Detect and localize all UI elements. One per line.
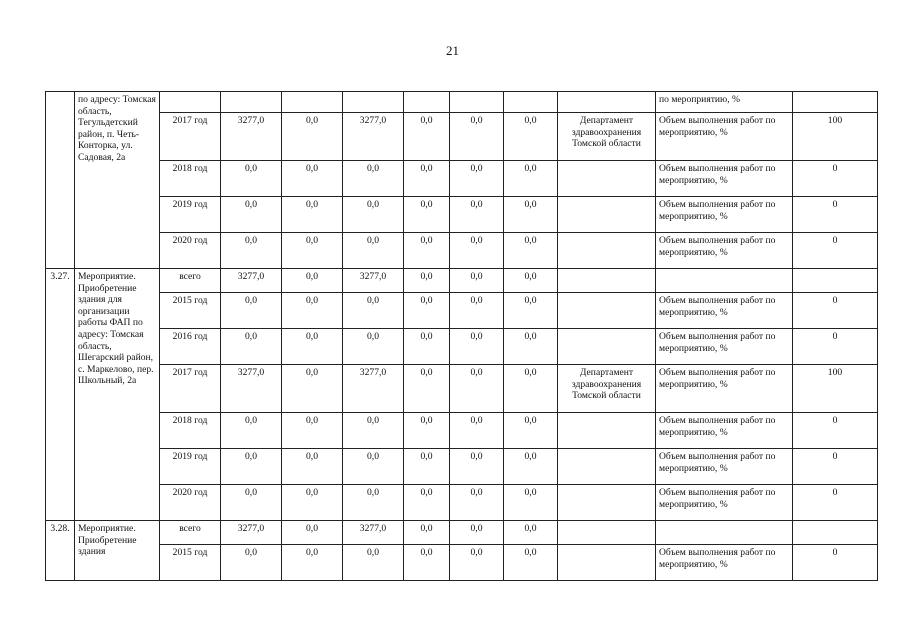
target-value-cell: 0	[793, 161, 878, 197]
amount-cell: 0,0	[221, 161, 282, 197]
amount-cell	[221, 92, 282, 113]
table-row	[46, 329, 878, 365]
amount-cell: 0,0	[450, 269, 504, 293]
amount-cell: 0,0	[504, 365, 558, 413]
amount-cell: 0,0	[404, 113, 450, 161]
amount-cell: 0,0	[504, 113, 558, 161]
target-value-cell: 100	[793, 113, 878, 161]
amount-cell: 0,0	[404, 293, 450, 329]
period-cell: 2019 год	[160, 449, 221, 485]
amount-cell: 0,0	[221, 413, 282, 449]
budget-table	[45, 91, 878, 581]
table-row	[46, 92, 878, 113]
item-number	[46, 92, 75, 269]
period-cell: 2019 год	[160, 197, 221, 233]
amount-cell: 0,0	[450, 197, 504, 233]
amount-cell: 0,0	[343, 449, 404, 485]
amount-cell: 0,0	[343, 197, 404, 233]
amount-cell: 0,0	[221, 233, 282, 269]
amount-cell: 3277,0	[221, 113, 282, 161]
period-cell	[160, 92, 221, 113]
amount-cell: 0,0	[504, 545, 558, 581]
amount-cell: 0,0	[221, 485, 282, 521]
target-value-cell: 0	[793, 233, 878, 269]
table-row	[46, 269, 878, 293]
amount-cell: 3277,0	[343, 269, 404, 293]
amount-cell	[504, 92, 558, 113]
amount-cell: 0,0	[404, 413, 450, 449]
target-value-cell: 100	[793, 365, 878, 413]
amount-cell	[282, 92, 343, 113]
period-cell: 2015 год	[160, 545, 221, 581]
amount-cell: 0,0	[221, 329, 282, 365]
amount-cell: 0,0	[343, 485, 404, 521]
period-cell: 2017 год	[160, 365, 221, 413]
amount-cell	[404, 92, 450, 113]
amount-cell: 0,0	[282, 269, 343, 293]
page-number: 21	[446, 43, 459, 58]
amount-cell: 0,0	[404, 269, 450, 293]
table-row	[46, 545, 878, 581]
indicator-cell: Объем выполнения работ по мероприятию, %	[656, 233, 793, 269]
amount-cell: 0,0	[282, 161, 343, 197]
amount-cell: 0,0	[404, 449, 450, 485]
amount-cell: 0,0	[282, 113, 343, 161]
indicator-cell: Объем выполнения работ по мероприятию, %	[656, 413, 793, 449]
executor-cell	[558, 545, 656, 581]
executor-cell: Департамент здравоохранения Томской области	[558, 113, 656, 161]
amount-cell: 0,0	[504, 521, 558, 545]
amount-cell: 3277,0	[343, 113, 404, 161]
period-cell: 2016 год	[160, 329, 221, 365]
amount-cell: 0,0	[221, 197, 282, 233]
amount-cell: 0,0	[450, 233, 504, 269]
target-value-cell: 0	[793, 329, 878, 365]
executor-cell	[558, 293, 656, 329]
target-value-cell: 0	[793, 545, 878, 581]
indicator-cell: Объем выполнения работ по мероприятию, %	[656, 161, 793, 197]
amount-cell: 0,0	[282, 233, 343, 269]
indicator-cell: Объем выполнения работ по мероприятию, %	[656, 545, 793, 581]
amount-cell: 0,0	[282, 293, 343, 329]
amount-cell: 0,0	[450, 521, 504, 545]
target-value-cell: 0	[793, 413, 878, 449]
executor-cell	[558, 521, 656, 545]
amount-cell: 0,0	[404, 545, 450, 581]
table-row	[46, 161, 878, 197]
target-value-cell: 0	[793, 197, 878, 233]
amount-cell: 0,0	[504, 269, 558, 293]
amount-cell: 0,0	[404, 365, 450, 413]
amount-cell: 0,0	[504, 161, 558, 197]
period-cell: 2017 год	[160, 113, 221, 161]
executor-cell	[558, 413, 656, 449]
period-cell: 2015 год	[160, 293, 221, 329]
amount-cell: 0,0	[343, 545, 404, 581]
target-value-cell	[793, 521, 878, 545]
indicator-cell: Объем выполнения работ по мероприятию, %	[656, 329, 793, 365]
amount-cell: 0,0	[221, 449, 282, 485]
indicator-cell: Объем выполнения работ по мероприятию, %	[656, 449, 793, 485]
amount-cell: 0,0	[450, 485, 504, 521]
amount-cell: 3277,0	[221, 365, 282, 413]
executor-cell	[558, 197, 656, 233]
indicator-cell: Объем выполнения работ по мероприятию, %	[656, 197, 793, 233]
table-row	[46, 521, 878, 545]
amount-cell: 0,0	[343, 161, 404, 197]
amount-cell: 0,0	[343, 413, 404, 449]
table-row	[46, 449, 878, 485]
table-row	[46, 365, 878, 413]
amount-cell: 0,0	[282, 365, 343, 413]
amount-cell: 0,0	[450, 113, 504, 161]
executor-cell	[558, 269, 656, 293]
indicator-cell: Объем выполнения работ по мероприятию, %	[656, 293, 793, 329]
amount-cell: 0,0	[504, 449, 558, 485]
period-cell: всего	[160, 269, 221, 293]
period-cell: 2020 год	[160, 485, 221, 521]
table-row	[46, 197, 878, 233]
item-number: 3.27.	[46, 269, 75, 521]
amount-cell: 0,0	[343, 293, 404, 329]
amount-cell: 0,0	[450, 413, 504, 449]
item-number: 3.28.	[46, 521, 75, 581]
amount-cell: 0,0	[504, 413, 558, 449]
indicator-cell	[656, 521, 793, 545]
amount-cell: 0,0	[504, 329, 558, 365]
amount-cell: 3277,0	[343, 365, 404, 413]
amount-cell: 0,0	[450, 545, 504, 581]
amount-cell: 0,0	[221, 545, 282, 581]
amount-cell: 0,0	[404, 233, 450, 269]
amount-cell: 0,0	[504, 233, 558, 269]
indicator-cell: по мероприятию, %	[656, 92, 793, 113]
item-description: по адресу: Томская область, Тегульдетский район, п. Четь-Конторка, ул. Садовая, 2а	[75, 92, 160, 269]
item-description: Мероприятие. Приобретение здания	[75, 521, 160, 581]
executor-cell: Департамент здравоохранения Томской области	[558, 365, 656, 413]
item-description: Мероприятие. Приобретение здания для организации работы ФАП по адресу: Томская область, Шегарский район, с. Маркелово, пер. Школьный, 2а	[75, 269, 160, 521]
amount-cell: 0,0	[282, 545, 343, 581]
amount-cell: 0,0	[450, 293, 504, 329]
amount-cell: 0,0	[450, 329, 504, 365]
amount-cell: 0,0	[404, 197, 450, 233]
target-value-cell: 0	[793, 485, 878, 521]
table-row	[46, 485, 878, 521]
target-value-cell	[793, 92, 878, 113]
period-cell: 2020 год	[160, 233, 221, 269]
amount-cell	[450, 92, 504, 113]
amount-cell: 3277,0	[221, 521, 282, 545]
amount-cell: 0,0	[504, 293, 558, 329]
amount-cell: 0,0	[404, 521, 450, 545]
amount-cell: 0,0	[404, 485, 450, 521]
target-value-cell	[793, 269, 878, 293]
table-row	[46, 113, 878, 161]
amount-cell: 0,0	[282, 485, 343, 521]
amount-cell: 0,0	[450, 449, 504, 485]
executor-cell	[558, 329, 656, 365]
executor-cell	[558, 485, 656, 521]
amount-cell: 0,0	[282, 413, 343, 449]
table-row	[46, 293, 878, 329]
period-cell: 2018 год	[160, 161, 221, 197]
executor-cell	[558, 161, 656, 197]
amount-cell: 0,0	[282, 521, 343, 545]
target-value-cell: 0	[793, 293, 878, 329]
amount-cell: 0,0	[504, 485, 558, 521]
executor-cell	[558, 233, 656, 269]
amount-cell: 0,0	[404, 329, 450, 365]
amount-cell: 0,0	[450, 161, 504, 197]
executor-cell	[558, 92, 656, 113]
amount-cell: 0,0	[282, 197, 343, 233]
indicator-cell: Объем выполнения работ по мероприятию, %	[656, 485, 793, 521]
amount-cell: 0,0	[282, 329, 343, 365]
amount-cell: 3277,0	[343, 521, 404, 545]
indicator-cell	[656, 269, 793, 293]
amount-cell: 0,0	[221, 293, 282, 329]
indicator-cell: Объем выполнения работ по мероприятию, %	[656, 113, 793, 161]
target-value-cell: 0	[793, 449, 878, 485]
amount-cell: 0,0	[343, 233, 404, 269]
amount-cell: 3277,0	[221, 269, 282, 293]
amount-cell: 0,0	[404, 161, 450, 197]
amount-cell	[343, 92, 404, 113]
amount-cell: 0,0	[450, 365, 504, 413]
executor-cell	[558, 449, 656, 485]
table-row	[46, 413, 878, 449]
amount-cell: 0,0	[343, 329, 404, 365]
period-cell: всего	[160, 521, 221, 545]
amount-cell: 0,0	[282, 449, 343, 485]
table-row	[46, 233, 878, 269]
indicator-cell: Объем выполнения работ по мероприятию, %	[656, 365, 793, 413]
amount-cell: 0,0	[504, 197, 558, 233]
period-cell: 2018 год	[160, 413, 221, 449]
